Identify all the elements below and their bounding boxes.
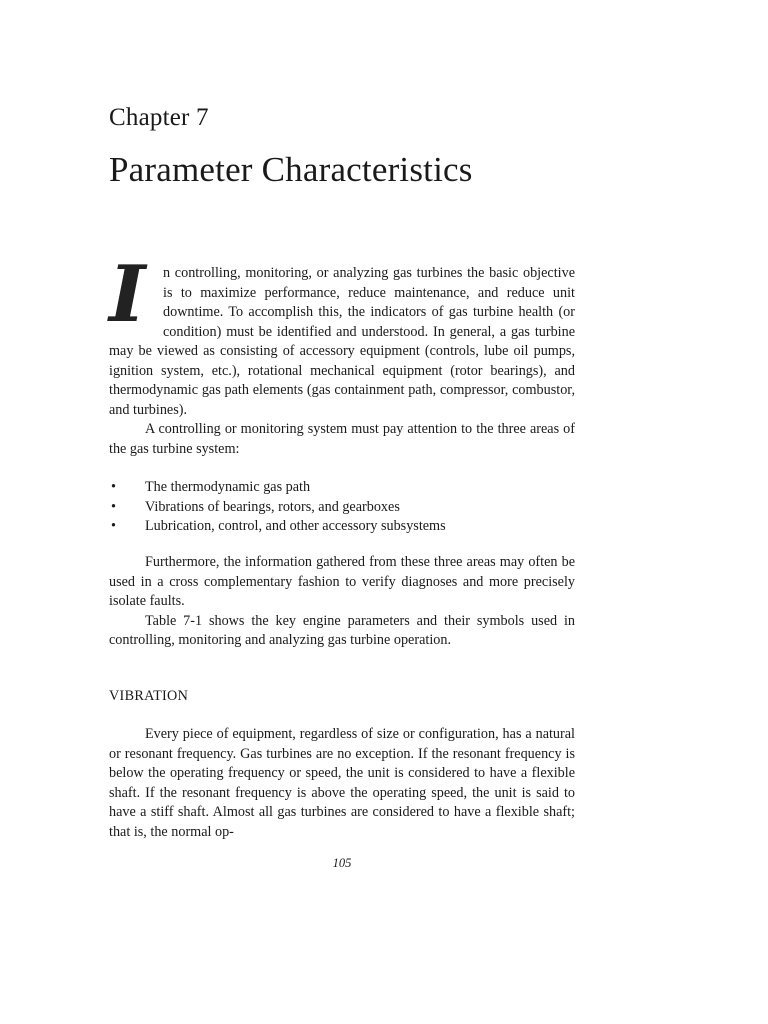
list-item bbox=[109, 498, 575, 518]
drop-cap: I bbox=[109, 249, 146, 340]
list-item-text: Lubrication, control, and other accessory subsystems bbox=[145, 518, 446, 534]
intro-paragraph-2: A controlling or monitoring system must pay attention to the three areas of the gas turbine system: bbox=[109, 421, 575, 457]
vibration-section bbox=[109, 725, 575, 842]
intro-paragraph-text: n controlling, monitoring, or analyzing gas turbines the basic objective is to maximize performance, reduce maintenance, and reduce unit downtime. To accomplish this, the indicators of gas turbine health (or condition) must be identified and understood. In general, a gas turbine may be viewed as consisting of accessory equipment (controls, lube oil pumps, ignition system, etc.), rotational mechanical equipment (rotor bearings), and thermodynamic gas path elements (gas containment path, compressor, combustor, and turbines). bbox=[109, 265, 575, 418]
paragraph-furthermore: Furthermore, the information gathered from these three areas may often be used in a cross complementary fashion to verify diagnoses and more precisely isolate faults. bbox=[109, 554, 575, 609]
intro-section bbox=[109, 249, 575, 459]
chapter-title: Parameter Characteristics bbox=[109, 150, 473, 189]
chapter-label: Chapter 7 bbox=[109, 104, 209, 131]
after-bullets-section bbox=[109, 553, 575, 651]
list-item-text: The thermodynamic gas path bbox=[145, 479, 311, 495]
paragraph-table-reference: Table 7-1 shows the key engine parameters and their symbols used in controlling, monitoring and analyzing gas turbine operation. bbox=[109, 612, 575, 648]
list-item bbox=[109, 517, 575, 537]
section-heading-vibration: VIBRATION bbox=[109, 688, 189, 704]
bullet-icon: • bbox=[111, 498, 116, 515]
page-number: 105 bbox=[332, 856, 352, 870]
intro-paragraph bbox=[109, 249, 575, 420]
paragraph-vibration: Every piece of equipment, regardless of size or configuration, has a natural or resonant frequency. Gas turbines are no exception. If the resonant frequency is below the operating frequency or speed, the unit is considered to have a flexible shaft. If the resonant frequency is above the operating speed, the unit is said to have a stiff shaft. Almost all gas turbines are considered to have a flexible shaft; that is, the normal op- bbox=[109, 726, 575, 840]
list-item-text: Vibrations of bearings, rotors, and gearboxes bbox=[145, 498, 400, 515]
bullet-icon: • bbox=[111, 518, 116, 534]
list-item bbox=[109, 478, 575, 498]
bullet-icon: • bbox=[111, 479, 116, 495]
bullet-list bbox=[109, 478, 575, 537]
